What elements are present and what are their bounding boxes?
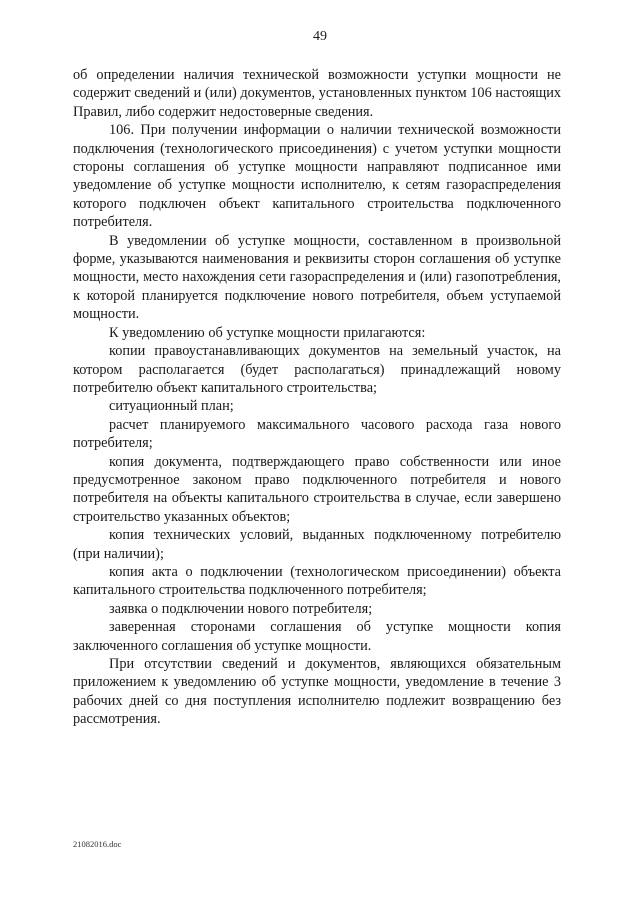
- list-item-situation-plan: ситуационный план;: [109, 398, 234, 415]
- list-item-connection-request: заявка о подключении нового потребителя;: [109, 600, 373, 617]
- footer-filename: 21082016.doc: [73, 839, 122, 849]
- list-item-gas-consumption-calc: расчет планируемого максимального часового расхода газа нового потребителя;: [73, 416, 561, 452]
- document-body: [73, 66, 561, 729]
- list-item-ownership-document: копия документа, подтверждающего право собственности или иное предусмотренное законом право подключенного потребителя и нового потребителя на объекты капитального строительства в случае, если завершено строительство указанных объектов;: [73, 453, 561, 525]
- list-item-connection-act: копия акта о подключении (технологическом присоединении) объекта капитального строительства подключенного потребителя;: [73, 563, 561, 599]
- paragraph-return-without-review: При отсутствии сведений и документов, являющихся обязательным приложением к уведомлению об уступке мощности, уведомление в течение 3 рабочих дней со дня поступления исполнителю подлежит возвращению без рассмотрения.: [73, 656, 561, 728]
- paragraph-clause-106: 106. При получении информации о наличии технической возможности подключения (технологического присоединения) с учетом уступки мощности стороны соглашения об уступке мощности направляют подписанное ими уведомление об уступке мощности исполнителю, к сетям газораспределения которого подключен объект капитального строительства подключенного потребителя.: [73, 122, 561, 231]
- paragraph-notice-contents: В уведомлении об уступке мощности, составленном в произвольной форме, указываются наименования и реквизиты сторон соглашения об уступке мощности, место нахождения сети газораспределения и (или) газопотребления, к которой планируется подключение нового потребителя, объем уступаемой мощности.: [73, 232, 561, 323]
- paragraph-continuation: об определении наличия технической возможности уступки мощности не содержит сведений и (или) документов, установленных пунктом 106 настоящих Правил, либо содержит недостоверные сведения.: [73, 67, 561, 120]
- paragraph-attachments-intro: К уведомлению об уступке мощности прилагаются:: [109, 324, 426, 341]
- list-item-land-documents: копии правоустанавливающих документов на земельный участок, на котором располагается (будет располагаться) принадлежащий новому потребителю объект капитального строительства;: [73, 343, 561, 396]
- list-item-technical-conditions: копия технических условий, выданных подключенному потребителю (при наличии);: [73, 527, 561, 562]
- page-number: 49: [313, 29, 327, 44]
- list-item-agreement-copy: заверенная сторонами соглашения об уступке мощности копия заключенного соглашения об уступке мощности.: [73, 619, 561, 654]
